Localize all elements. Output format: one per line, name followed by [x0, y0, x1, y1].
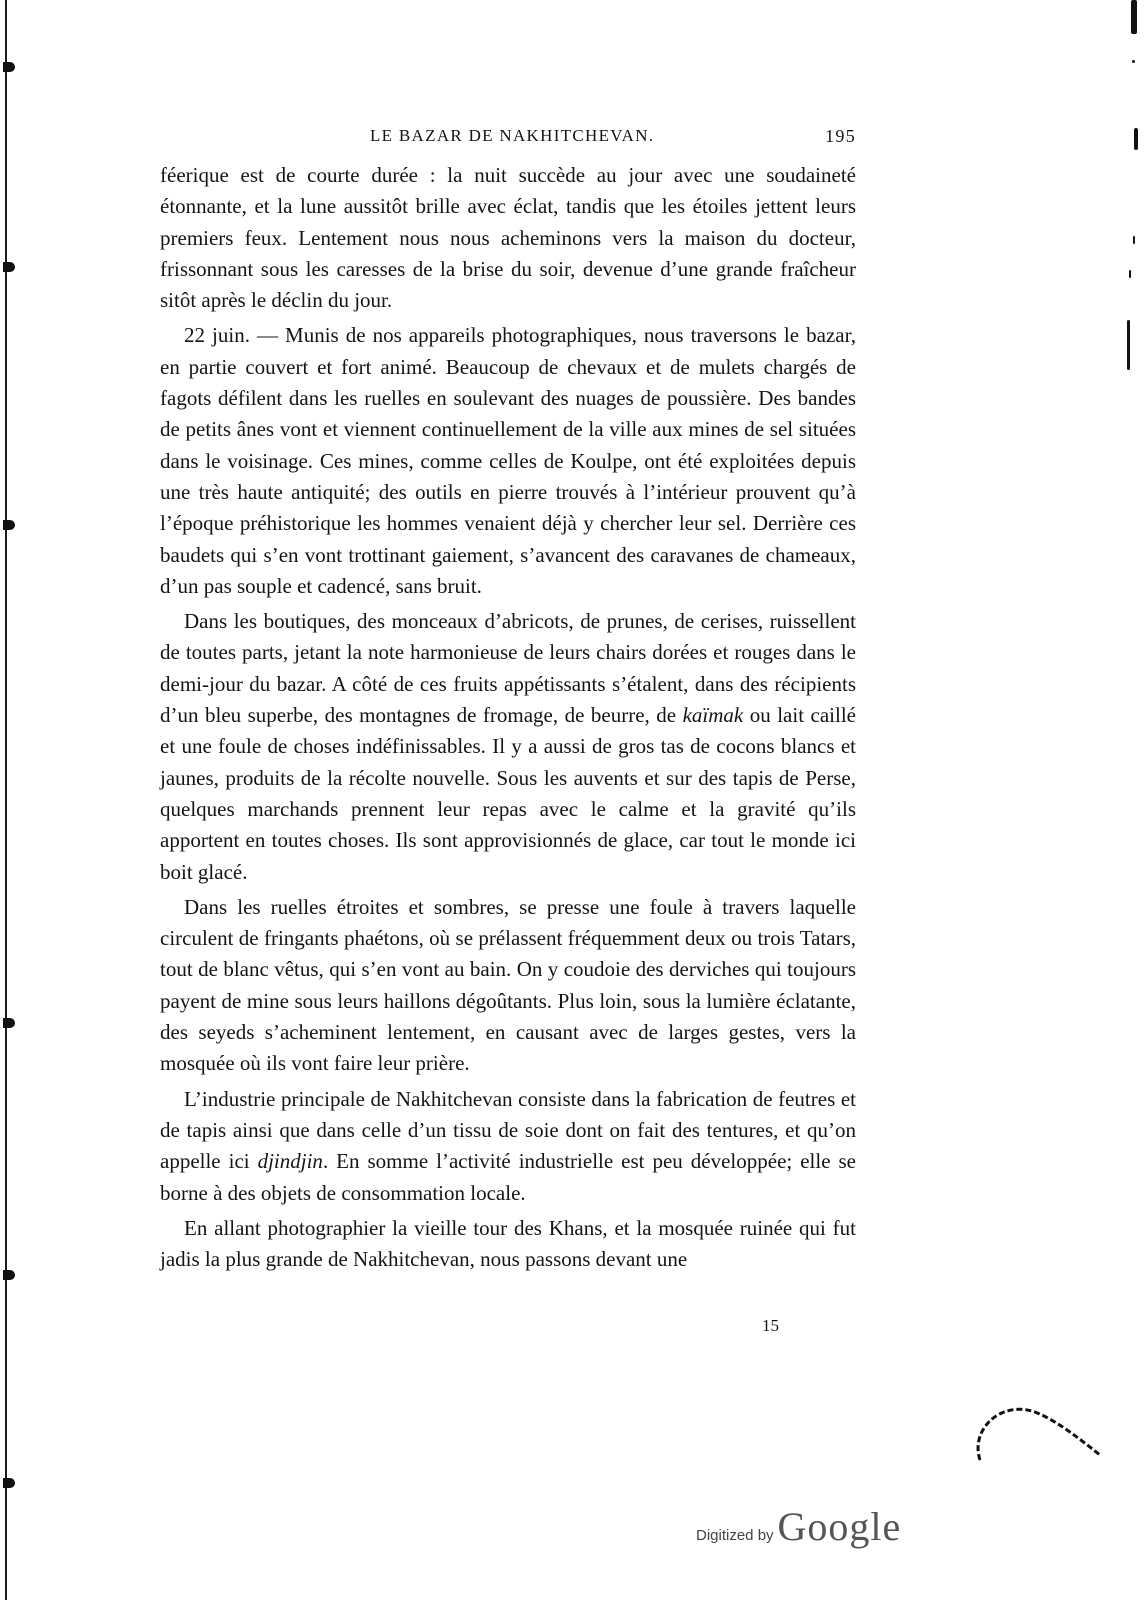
text-run: L’industrie principale de Nakhitchevan consiste dans la fabrication de feutres et de tapis ainsi que dans celle d’un tissu de soie dont on fait des tentures, et qu’on appelle ici: [160, 1086, 856, 1174]
paragraph-p3: [160, 606, 856, 888]
paragraph-p1: [160, 160, 856, 316]
text-run: . En somme l’activité industrielle est peu développée; elle se borne à des objets de consommation locale.: [160, 1149, 856, 1205]
body-text: [160, 160, 856, 1275]
page-header: [160, 126, 856, 150]
text-run: En allant photographier la vieille tour des Khans, et la mosquée ruinée qui fut jadis la plus grande de Nakhitchevan, nous passons devant une: [160, 1215, 856, 1272]
italic-term: kaïmak: [682, 703, 744, 728]
text-run: 22 juin. — Munis de nos appareils photographiques, nous traversons le bazar, en partie couvert et fort animé. Beaucoup de chevaux et de mulets chargés de fagots défilent dans les ruelles en soulevant des nuages de poussière. Des bandes de petits ânes vont et viennent continuellement de la ville aux mines de sel situées dans le voisinage. Ces mines, comme celles de Koulpe, ont été exploitées depuis une très haute antiquité; des outils en pierre trouvés à l’intérieur prouvent qu’à l’époque préhistorique les hommes venaient déjà y chercher leur sel. Derrière ces baudets qui s’en vont trottinant gaiement, s’avancent des caravanes de chameaux, d’un pas souple et cadencé, sans bruit.: [160, 323, 856, 598]
signature-mark: 15: [762, 1316, 779, 1335]
paragraph-p4: [160, 892, 856, 1080]
text-run: Dans les ruelles étroites et sombres, se presse une foule à travers laquelle circulent de fringants phaétons, où se prélassent fréquemment deux ou trois Tatars, tout de blanc vêtus, qui s’en vont au bain. On y coudoie des derviches qui toujours payent de mine sous leurs haillons dégoûtants. Plus loin, sous la lumière éclatante, des seyeds s’acheminent lentement, en causant avec de larges gestes, vers la mosquée où ils vont faire leur prière.: [160, 894, 856, 1076]
scan-edge-right: [1087, 0, 1147, 1600]
text-run: Dans les boutiques, des monceaux d’abricots, de prunes, de cerises, ruissellent de toutes parts, jetant la note harmonieuse de leurs chairs dorées et rouges dans le demi-jour du bazar. A côté de ces fruits appétissants s’étalent, dans des récipients d’un bleu superbe, des montagnes de fromage, de beurre, de: [160, 609, 856, 728]
google-logo: Google: [777, 1504, 902, 1549]
text-run: ou lait caillé et une foule de choses indéfinissables. Il y a aussi de gros tas de cocons blancs et jaunes, produits de la récolte nouvelle. Sous les auvents et sur des tapis de Perse, quelques marchands prennent leur repas avec le calme et la gravité qu’ils apportent en toutes choses. Ils sont approvisionnés de glace, car tout le monde ici boit glacé.: [160, 703, 856, 884]
paragraph-p6: [160, 1213, 856, 1276]
paragraph-p5: [160, 1084, 856, 1209]
paragraph-p2: [160, 320, 856, 602]
page-curl-mark: [960, 1390, 1110, 1470]
italic-term: djindjin: [257, 1149, 323, 1174]
text-run: féerique est de courte durée : la nuit succède au jour avec une soudaineté étonnante, et la lune aussitôt brille avec éclat, tandis que les étoiles jettent leurs premiers feux. Lentement nous nous acheminons vers la maison du docteur, frissonnant sous les caresses de la brise du soir, devenue d’une grande fraîcheur sitôt après le déclin du jour.: [160, 163, 856, 313]
page-number: 195: [825, 126, 856, 146]
watermark-prefix: Digitized by: [696, 1527, 774, 1544]
scan-edge-left: [0, 0, 10, 1600]
running-title: LE BAZAR DE NAKHITCHEVAN.: [370, 126, 655, 145]
digitized-by-google-watermark: [696, 1500, 901, 1550]
